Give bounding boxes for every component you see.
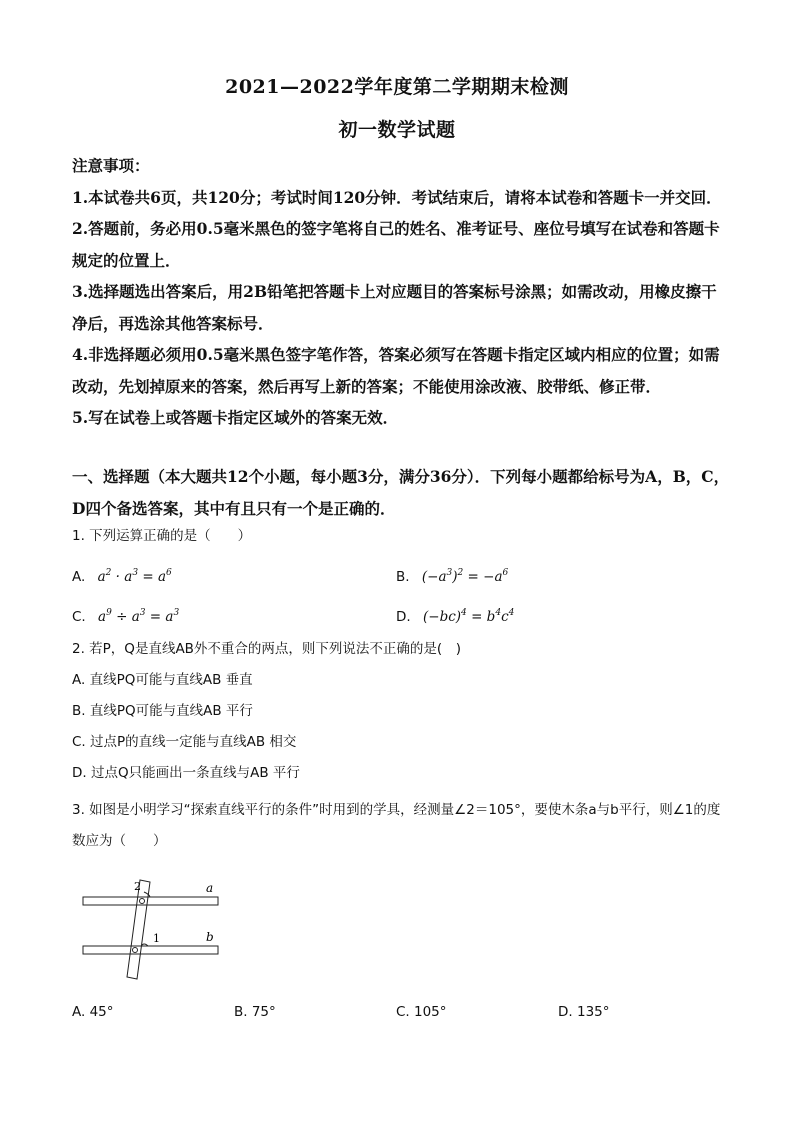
note-item-4: 4.非选择题必须用0.5毫米黑色签字笔作答，答案必须写在答题卡指定区域内相应的位置；如需改动，先划掉原来的答案，然后再写上新的答案；不能使用涂改液、胶带纸、修正带．: [72, 345, 720, 396]
q3-option-d: D. 135°: [558, 1004, 610, 1020]
q1-option-c-label: C.: [72, 609, 86, 625]
q1-option-a-label: A.: [72, 569, 86, 585]
q1-stem: 1. 下列运算正确的是（ ）: [72, 528, 252, 544]
q1-option-a: [72, 563, 172, 587]
exam-title: 2021—2022学年度第二学期期末检测: [225, 76, 569, 98]
section-heading: 一、选择题（本大题共12个小题，每小题3分，满分36分）．下列每小题都给标号为A，B，C，D四个备选答案，其中有且只有一个是正确的．: [72, 467, 730, 518]
q3-option-b: B. 75°: [234, 1004, 276, 1020]
exam-subtitle: 初一数学试题: [338, 119, 456, 141]
note-item-3: 3.选择题选出答案后，用2B铅笔把答题卡上对应题目的答案标号涂黑；如需改动，用橡皮擦干净后，再选涂其他答案标号．: [72, 282, 717, 333]
q1-option-b: [396, 563, 508, 587]
q2-option-d: D. 过点Q只能画出一条直线与AB 平行: [72, 765, 300, 781]
q1-option-b-label: B.: [396, 569, 410, 585]
q1-option-b-expr: $(-a^3)^2 = -a^6$: [421, 568, 509, 585]
pivot-bottom-icon: [133, 948, 138, 953]
note-item-2: 2.答题前，务必用0.5毫米黑色的签字笔将自己的姓名、准考证号、座位号填写在试卷和答题卡规定的位置上．: [72, 219, 720, 270]
note-item-5: 5.写在试卷上或答题卡指定区域外的答案无效．: [72, 408, 399, 427]
pivot-top-icon: [140, 899, 145, 904]
line-b-label: b: [206, 930, 214, 944]
notes-heading: 注意事项：: [72, 156, 150, 175]
note-item-1: 1.本试卷共6页，共120分；考试时间120分钟．考试结束后，请将本试卷和答题卡一并交回．: [72, 187, 722, 207]
q1-option-c-expr: $a^9 \div a^3 = a^3$: [98, 608, 180, 625]
notes-block: [72, 150, 732, 434]
q2-option-b: B. 直线PQ可能与直线AB 平行: [72, 703, 253, 719]
q1-option-a-expr: $a^2 \cdot a^3 = a^6$: [97, 568, 172, 585]
q3-option-c: C. 105°: [396, 1004, 447, 1020]
strip-b: [83, 946, 218, 954]
q1-option-d-label: D.: [396, 609, 411, 625]
q1-option-d: [396, 603, 514, 627]
q2-stem: 2. 若P，Q是直线AB外不重合的两点，则下列说法不正确的是( ): [72, 641, 461, 657]
q2-option-c: C. 过点P的直线一定能与直线AB 相交: [72, 734, 297, 750]
q3-stem: 3. 如图是小明学习“探索直线平行的条件”时用到的学具，经测量∠2＝105°，要使木条a与b平行，则∠1的度数应为（ ）: [72, 802, 721, 849]
q3-option-a: A. 45°: [72, 1004, 114, 1020]
line-a-label: a: [206, 881, 214, 895]
q1-option-c: [72, 603, 179, 627]
slanted-strip: [127, 880, 150, 979]
strip-a: [83, 897, 218, 905]
q3-figure-parallel-strips: [78, 872, 228, 984]
q2-option-a: A. 直线PQ可能与直线AB 垂直: [72, 672, 253, 688]
angle-1-label: 1: [153, 932, 160, 945]
q1-option-d-expr: $(-bc)^4 = b^4c^4$: [422, 608, 515, 625]
angle-2-label: 2: [134, 880, 141, 893]
